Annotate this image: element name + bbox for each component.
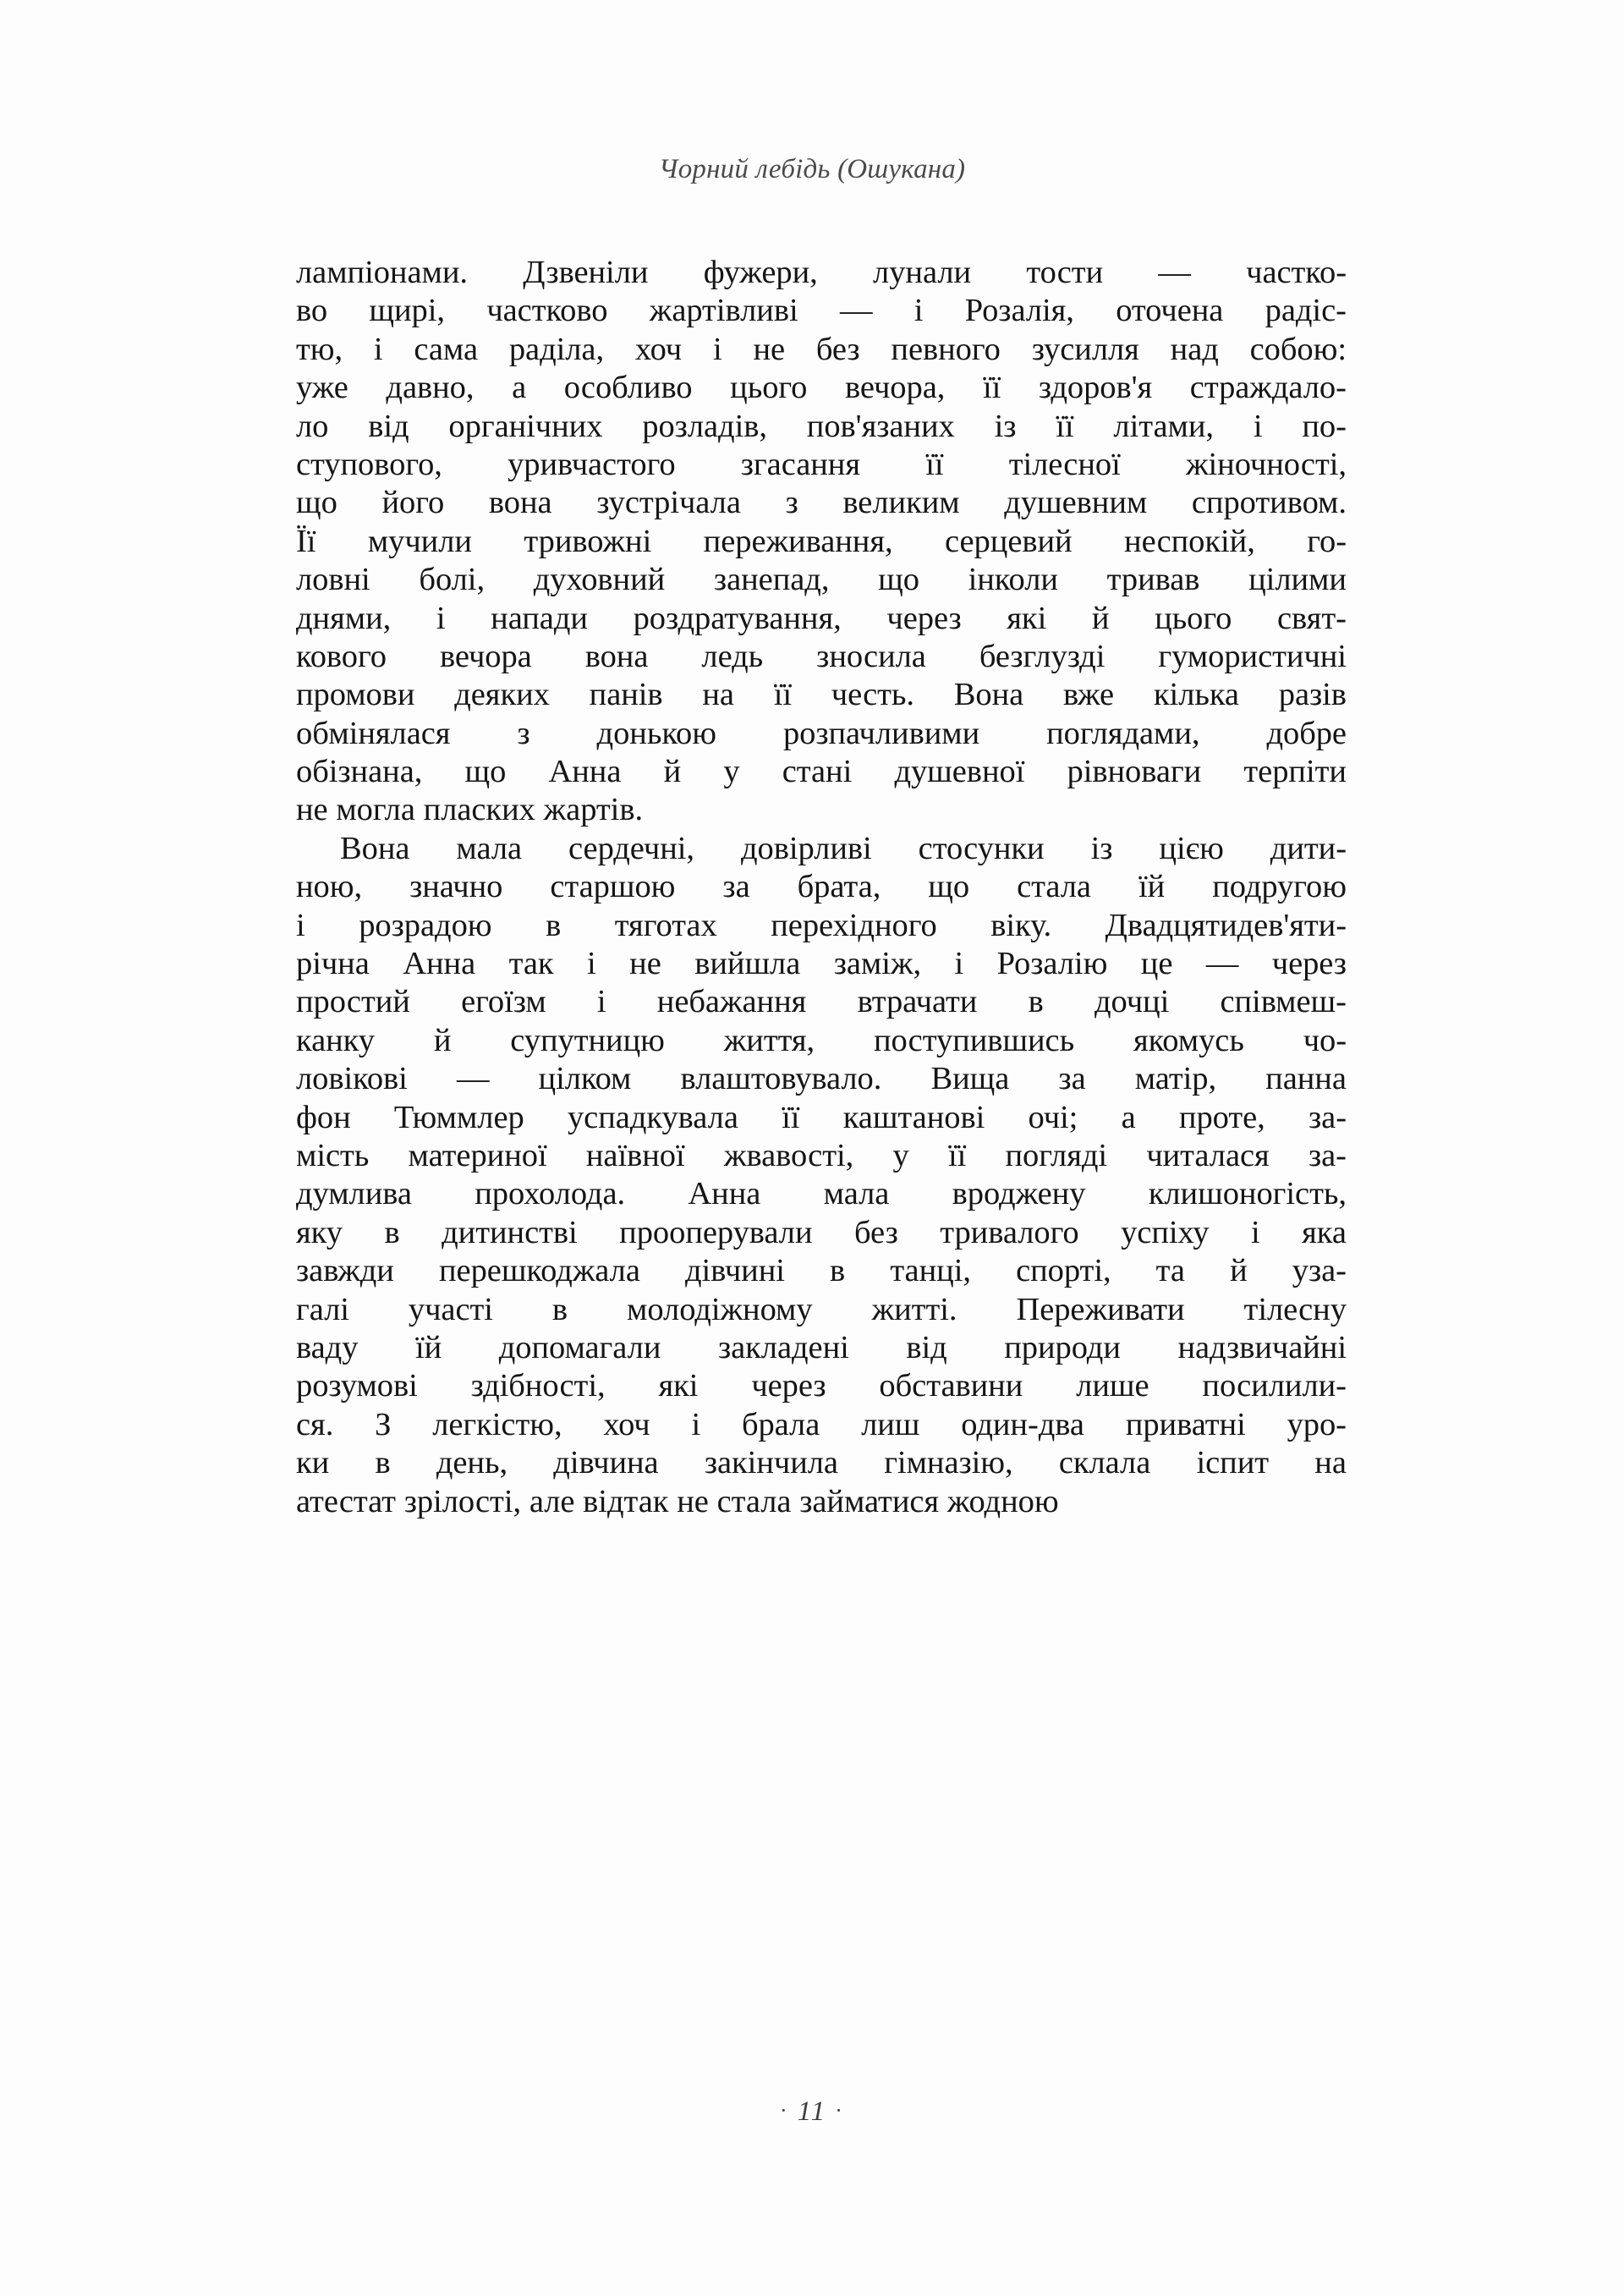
word: зусилля [1031,331,1139,367]
word: пов'язаних [806,408,955,444]
word: тривав [1106,562,1200,598]
word: втрачати [857,984,978,1020]
word: честь. [831,677,915,713]
text-line [296,1175,1347,1213]
word: неспокій, [1124,523,1255,559]
word: її [947,1137,967,1173]
word: лампіонами. [296,255,468,290]
word: життя, [723,1022,815,1058]
word: щирі, [369,293,445,329]
word: і [587,946,596,982]
word: ки [296,1445,330,1481]
word: якомусь [1133,1022,1244,1058]
running-head: Чорний лебідь (Ошукана) [658,154,966,184]
word: перехідного [771,907,937,943]
word: в [546,907,562,943]
word: кового [296,638,387,674]
word: один-два [961,1406,1084,1442]
word: уже [296,370,348,406]
word: а [512,370,527,406]
word: старшою [550,869,676,905]
word: наївної [585,1137,685,1173]
word: прохолода. [475,1176,626,1212]
word: посилили- [1202,1368,1347,1404]
paragraph-2 [296,830,1347,1521]
word: органічних [448,408,603,444]
word: й [1091,600,1110,636]
word: на [1314,1445,1347,1481]
word: рівноваги [1067,754,1202,790]
word: уро- [1287,1406,1347,1442]
word: заміж, [833,946,922,982]
word: лиш [861,1406,920,1442]
word: спорті, [1016,1253,1111,1289]
word: її [773,677,793,713]
word: яка [1302,1214,1347,1250]
word: добре [1266,715,1347,751]
word: егоїзм [461,984,546,1020]
word: жартівливі [649,293,798,329]
word: — [456,1061,490,1097]
word: ледь [701,638,764,674]
word: цілком [538,1061,632,1097]
word: уривчастого [508,446,676,482]
word: річна [296,946,370,982]
word: стосунки [918,830,1045,866]
word: від [906,1329,947,1365]
text-line [296,1406,1347,1444]
word: тілесну [1243,1291,1347,1327]
word: із [1090,830,1113,866]
word: від [368,408,409,444]
word: цілими [1248,562,1347,598]
word: небажання [656,984,807,1020]
word: терпіти [1243,754,1347,790]
word: в [375,1445,391,1481]
word: Її [296,523,316,559]
word: обставини [879,1368,1023,1404]
word: зносила [816,638,926,674]
word: раділа, [508,331,605,367]
word: здоров'я [1038,370,1153,406]
text-line [296,484,1347,522]
word: ступового, [296,446,442,482]
text-line [296,945,1347,983]
word: що [878,562,919,598]
word: вийшла [694,946,801,982]
word: особливо [563,370,693,406]
word: собою: [1249,331,1347,367]
word: житті. [871,1291,957,1327]
word: поступившись [873,1022,1075,1058]
word: без [854,1214,898,1250]
word: допомагали [498,1329,661,1365]
word: стала [1017,869,1091,905]
word: свят- [1277,600,1347,636]
word: — [1158,255,1191,290]
word: через [1271,946,1347,982]
word: кілька [1153,677,1239,713]
word: тривалого [940,1214,1079,1250]
word: і [691,1406,701,1442]
folio-left-ornament: · [780,2098,789,2123]
word: не [629,946,661,982]
word: розпачливими [782,715,980,751]
word: уза- [1292,1253,1347,1289]
word: а [1121,1099,1136,1135]
text-line [296,907,1347,945]
word: вже [1063,677,1115,713]
word: склала [1058,1445,1151,1481]
word: певного [891,331,1001,367]
word: донькою [596,715,716,751]
word: співмеш- [1220,984,1347,1020]
word: каштанові [842,1099,985,1135]
text-line [296,292,1347,330]
word: лише [1076,1368,1149,1404]
word: духовний [533,562,666,598]
word: її [1056,408,1074,444]
word: очі; [1028,1099,1078,1135]
word: та [1155,1253,1185,1289]
text-line [296,830,1347,868]
word: фон [296,1099,351,1135]
word: розладів, [642,408,767,444]
word: — [839,293,873,329]
word: брата, [797,869,881,905]
word: клишоногість, [1148,1176,1347,1212]
word: приватні [1125,1406,1246,1442]
text-line [296,1099,1347,1137]
word: душевної [894,754,1025,790]
text-line [296,523,1347,561]
word: ною, [296,869,363,905]
word: материної [408,1137,547,1173]
word: по- [1302,408,1347,444]
text-line [296,446,1347,484]
text-line [296,1214,1347,1252]
word: промови [296,677,415,713]
text-line [296,1022,1347,1060]
word: вечора [439,638,532,674]
word: через [751,1368,826,1404]
word: деяких [454,677,550,713]
word: матір, [1134,1061,1217,1097]
word: тости [1026,255,1104,290]
word: і [1250,1214,1260,1250]
word: панів [589,677,663,713]
word: Вона [340,830,410,866]
text-line: не могла пласких жартів. [296,792,644,828]
word: гумористичні [1158,638,1347,674]
word: частко- [1246,255,1347,290]
word: ловні [296,562,370,598]
word: через [886,600,962,636]
word: і [954,946,964,982]
text-line [296,1291,1347,1329]
word: за [1058,1061,1086,1097]
word: розумові [296,1368,418,1404]
word: які [1007,600,1047,636]
word: з [785,485,798,521]
word: — [1205,946,1239,982]
word: Дзвеніли [523,255,649,290]
word: хоч [603,1406,650,1442]
word: напади [491,600,588,636]
word: не [753,331,786,367]
word: віку. [990,907,1052,943]
word: душевним [1004,485,1148,521]
word: на [702,677,734,713]
word: влаштовувало. [680,1061,882,1097]
word: танці, [890,1253,971,1289]
word: цього [1155,600,1232,636]
word: великим [842,485,960,521]
word: спротивом. [1191,485,1347,521]
text-line [296,753,1347,791]
text-line [296,600,1347,638]
word: обмінялася [296,715,451,751]
word: що [296,485,337,521]
word: вроджену [952,1176,1086,1212]
word: ся. [296,1406,334,1442]
word: разів [1278,677,1347,713]
word: вона [488,485,552,521]
word: тривожні [524,523,652,559]
word: в [384,1214,400,1250]
word: чо- [1303,1022,1347,1058]
word: яку [296,1214,343,1250]
word: болі, [419,562,486,598]
word: і [296,907,305,943]
word: думлива [296,1176,412,1212]
word: во [296,293,328,329]
text-line [296,1137,1347,1175]
folio-right-ornament: · [835,2098,844,2123]
word: гімназію, [884,1445,1013,1481]
text-line [296,1329,1347,1367]
word: галі [296,1291,349,1327]
word: го- [1307,523,1347,559]
word: Переживати [1016,1291,1185,1327]
word: мала [823,1176,890,1212]
word: мала [456,830,523,866]
word: їй [1138,869,1166,905]
word: проте, [1178,1099,1265,1135]
word: день, [436,1445,508,1481]
word: згасання [740,446,861,482]
word: довірливі [740,830,872,866]
word: іспит [1196,1445,1270,1481]
word: молодіжному [627,1291,813,1327]
word: в [551,1291,568,1327]
word: інколи [968,562,1058,598]
word: легкістю, [432,1406,562,1442]
word: сердечні, [568,830,694,866]
word: завжди [296,1253,394,1289]
word: простий [296,984,410,1020]
word: переживання, [703,523,893,559]
word: і [436,600,446,636]
word: дівчина [553,1445,659,1481]
word: розрадою [359,907,492,943]
word: її [782,1099,800,1135]
word: успіху [1121,1214,1210,1250]
word: радіс- [1265,293,1347,329]
word: природи [1004,1329,1121,1365]
word: прооперували [619,1214,813,1250]
word: із [994,408,1017,444]
word: днями, [296,600,392,636]
word: дитинстві [442,1214,578,1250]
word: й [663,754,682,790]
word: закладені [717,1329,849,1365]
word: над [1170,331,1219,367]
word: мучили [367,523,472,559]
word: обізнана, [296,754,423,790]
word: занепад, [713,562,830,598]
word: брала [741,1406,820,1442]
word: значно [409,869,503,905]
word: дочці [1094,984,1170,1020]
word: роздратування, [633,600,842,636]
word: що [464,754,507,790]
word: цього [730,370,808,406]
word: ло [296,408,329,444]
word: Анна [548,754,622,790]
word: її [982,370,1001,406]
text-line [296,1060,1347,1098]
word: страждало- [1189,370,1347,406]
word: і [712,331,722,367]
word: панна [1265,1061,1347,1097]
page-number: 11 [797,2096,827,2127]
word: супутницю [510,1022,665,1058]
word: цією [1159,830,1224,866]
text-line [296,715,1347,753]
word: Розалія, [964,293,1074,329]
text-line [296,254,1347,292]
word: погляді [1005,1137,1108,1173]
word: і [373,331,383,367]
text-line [296,1252,1347,1290]
word: подругою [1212,869,1347,905]
word: З [375,1406,392,1442]
word: оточена [1116,293,1224,329]
word: з [517,715,530,751]
text-line [296,331,1347,369]
text-line [296,868,1347,906]
word: за- [1309,1099,1347,1135]
word: їй [414,1329,442,1365]
word: так [508,946,554,982]
word: мість [296,1137,370,1173]
word: сама [414,331,479,367]
word: частково [486,293,608,329]
word: поглядами, [1046,715,1200,751]
word: Вона [953,677,1024,713]
word: тю, [296,331,343,367]
word: здібності, [470,1368,606,1404]
word: канку [296,1022,375,1058]
word: без [815,331,860,367]
word: жіночності, [1185,446,1347,482]
word: його [381,485,445,521]
text-block [296,254,1347,1521]
word: читалася [1146,1137,1270,1173]
word: серцевий [945,523,1073,559]
word: участі [408,1291,493,1327]
word: закінчила [704,1445,838,1481]
word: хоч [634,331,683,367]
word: вона [584,638,649,674]
word: тілесної [1008,446,1121,482]
word: і [1253,408,1263,444]
word: Двадцятидев'яти- [1105,907,1347,943]
word: фужери, [703,255,818,290]
word: Вища [930,1061,1010,1097]
word: за- [1308,1137,1347,1173]
word: давно, [386,370,475,406]
paragraph-1 [296,254,1347,830]
word: Тюммлер [393,1099,524,1135]
text-line [296,1444,1347,1482]
page-folio [0,2096,1624,2128]
text-line [296,676,1347,714]
word: стані [782,754,853,790]
word: Анна [688,1176,761,1212]
word: вечора, [845,370,946,406]
text-line: атестат зрілості, але відтак не стала займатися жодною [296,1483,1059,1519]
text-line [296,983,1347,1021]
word: жвавості, [723,1137,854,1173]
word: ваду [296,1329,359,1365]
word: лунали [873,255,972,290]
word: успадкувала [567,1099,738,1135]
word: надзвичайні [1177,1329,1347,1365]
word: її [925,446,944,482]
word: в [1028,984,1044,1020]
word: літами, [1113,408,1214,444]
word: й [1230,1253,1248,1289]
word: безглузді [979,638,1106,674]
word: і [596,984,606,1020]
word: зустрічала [596,485,741,521]
word: що [928,869,970,905]
word: тяготах [614,907,717,943]
word: дити- [1270,830,1347,866]
word: ловікові [296,1061,408,1097]
text-line [296,1367,1347,1405]
word: які [658,1368,699,1404]
text-line [296,408,1347,446]
text-line [296,369,1347,407]
word: Анна [403,946,476,982]
word: перешкоджала [438,1253,640,1289]
word: це [1140,946,1173,982]
text-line [296,561,1347,599]
word: у [892,1137,909,1173]
word: і [914,293,924,329]
word: дівчині [685,1253,785,1289]
word: в [830,1253,846,1289]
text-line [296,638,1347,676]
word: й [433,1022,452,1058]
word: Розалію [996,946,1108,982]
word: у [723,754,740,790]
word: за [722,869,750,905]
